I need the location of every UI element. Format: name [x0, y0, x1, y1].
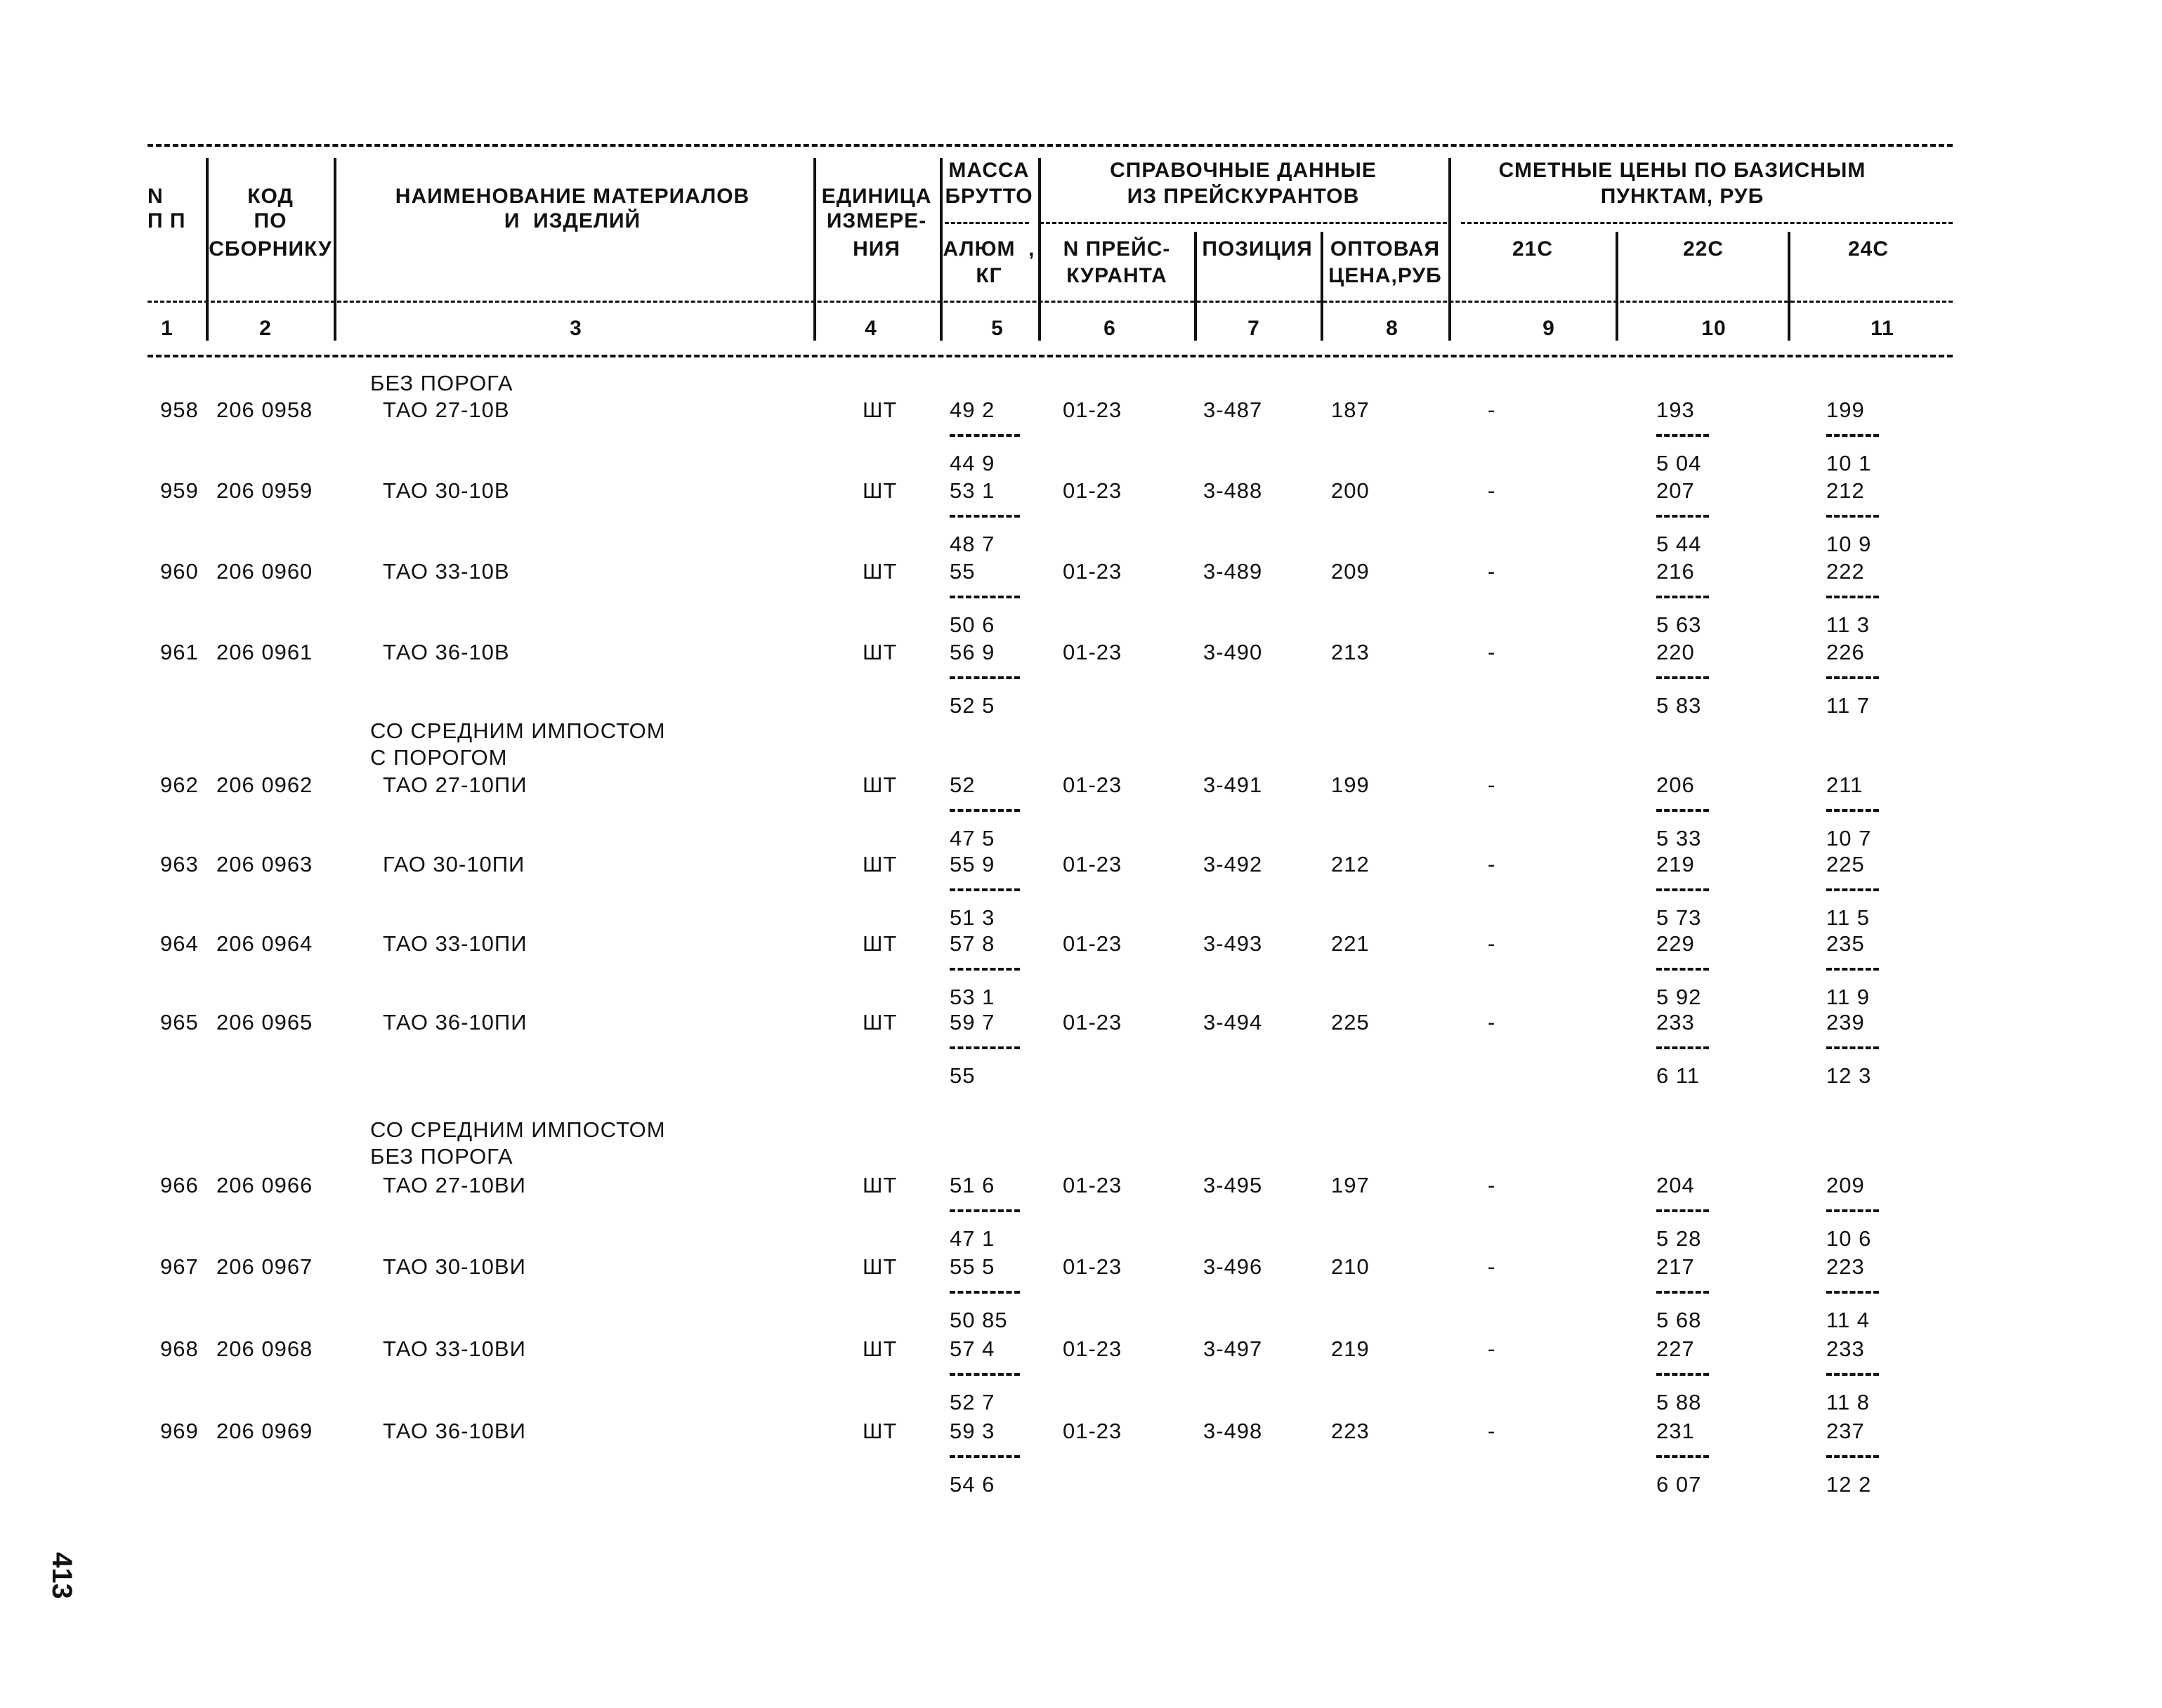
header-c3-line2: И ИЗДЕЛИЙ [504, 209, 641, 232]
row-code: 206 0969 [216, 1419, 313, 1443]
row-price-21c: - [1488, 640, 1496, 664]
price-24c-fraction-rule [1826, 676, 1879, 679]
row-mass: 57 4 [950, 1336, 995, 1361]
row-mass: 56 9 [950, 640, 995, 664]
page-number: 413 [46, 1552, 77, 1599]
row-price-21c: - [1488, 1419, 1496, 1443]
row-number: 964 [160, 931, 199, 956]
row-position: 3-497 [1203, 1336, 1263, 1361]
row-price-22c: 206 [1656, 773, 1695, 797]
header-c4-line2: ИЗМЕРЕ- [826, 209, 927, 232]
row-position: 3-492 [1203, 852, 1263, 876]
price-24c-fraction-rule [1826, 1046, 1879, 1049]
row-price-22c: 220 [1656, 640, 1695, 664]
mass-fraction-rule [950, 888, 1020, 891]
row-wholesale-price: 209 [1331, 559, 1370, 584]
row-price-22c-secondary: 6 11 [1656, 1063, 1701, 1088]
mass-fraction-rule [950, 515, 1020, 518]
row-code: 206 0958 [216, 398, 313, 422]
mass-fraction-rule [950, 1291, 1020, 1294]
row-price-22c-secondary: 5 33 [1656, 826, 1702, 850]
header-c8-line2: ЦЕНА,РУБ [1328, 264, 1442, 287]
row-price-24c-secondary: 10 6 [1826, 1226, 1872, 1251]
price-24c-fraction-rule [1826, 1209, 1879, 1212]
row-unit: ШТ [863, 1010, 898, 1034]
row-price-21c: - [1488, 1254, 1496, 1279]
row-price-21c: - [1488, 852, 1496, 876]
row-mass-secondary: 47 5 [950, 826, 995, 850]
price-22c-fraction-rule [1656, 888, 1709, 891]
row-position: 3-489 [1203, 559, 1263, 584]
col-number: 1 [161, 317, 173, 340]
row-price-22c-secondary: 5 83 [1656, 693, 1702, 718]
row-mass: 51 6 [950, 1173, 995, 1197]
mass-fraction-rule [950, 1455, 1020, 1458]
col-separator [940, 158, 943, 341]
header-ref-group-line1: СПРАВОЧНЫЕ ДАННЫЕ [1110, 159, 1377, 182]
row-mass-secondary: 55 [950, 1063, 976, 1088]
row-unit: ШТ [863, 852, 898, 876]
row-price-22c: 216 [1656, 559, 1695, 584]
row-pricelist: 01-23 [1063, 559, 1122, 584]
header-ref-group-line2: ИЗ ПРЕЙСКУРАНТОВ [1127, 185, 1360, 208]
price-22c-fraction-rule [1656, 1455, 1709, 1458]
row-position: 3-487 [1203, 398, 1263, 422]
row-pricelist: 01-23 [1063, 478, 1122, 503]
price-group-rule [1461, 222, 1953, 224]
row-pricelist: 01-23 [1063, 1419, 1122, 1443]
row-price-24c-secondary: 11 5 [1826, 905, 1871, 930]
col-number: 7 [1247, 317, 1260, 340]
row-number: 960 [160, 559, 199, 584]
row-price-22c: 217 [1656, 1254, 1695, 1279]
row-price-24c-secondary: 11 9 [1826, 985, 1871, 1009]
row-mass: 57 8 [950, 931, 995, 956]
row-mass: 59 7 [950, 1010, 995, 1034]
header-top-rule [148, 144, 1953, 147]
row-number: 961 [160, 640, 199, 664]
col-separator [1038, 158, 1041, 341]
row-pricelist: 01-23 [1063, 852, 1122, 876]
section-label: С ПОРОГОМ [370, 745, 508, 770]
col-separator [1788, 232, 1790, 341]
mass-fraction-rule [950, 1046, 1020, 1049]
col-separator [1321, 232, 1323, 341]
row-position: 3-498 [1203, 1419, 1263, 1443]
row-price-24c-secondary: 12 2 [1826, 1472, 1872, 1497]
row-code: 206 0964 [216, 931, 313, 956]
row-name: ТАО 27-10В [383, 398, 510, 422]
row-price-24c-secondary: 11 7 [1826, 693, 1871, 718]
row-code: 206 0962 [216, 773, 313, 797]
row-price-24c: 199 [1826, 398, 1865, 422]
row-price-24c: 233 [1826, 1336, 1865, 1361]
row-wholesale-price: 187 [1331, 398, 1370, 422]
row-name: ТАО 27-10ВИ [383, 1173, 526, 1197]
row-code: 206 0963 [216, 852, 313, 876]
row-pricelist: 01-23 [1063, 931, 1122, 956]
row-wholesale-price: 221 [1331, 931, 1370, 956]
price-22c-fraction-rule [1656, 676, 1709, 679]
row-position: 3-493 [1203, 931, 1263, 956]
row-pricelist: 01-23 [1063, 1010, 1122, 1034]
row-price-22c: 204 [1656, 1173, 1695, 1197]
ref-group-rule [1040, 222, 1447, 224]
row-price-24c: 212 [1826, 478, 1865, 503]
header-c1-line1: N [148, 185, 164, 208]
row-unit: ШТ [863, 1419, 898, 1443]
mass-group-rule [945, 222, 1029, 224]
row-mass-secondary: 52 7 [950, 1390, 995, 1414]
price-24c-fraction-rule [1826, 1291, 1879, 1294]
row-price-22c: 231 [1656, 1419, 1695, 1443]
col-number: 6 [1103, 317, 1116, 340]
row-name: ГАО 30-10ПИ [383, 852, 525, 876]
row-mass-secondary: 50 85 [950, 1308, 1008, 1332]
header-c8-line1: ОПТОВАЯ [1330, 237, 1441, 261]
row-mass-secondary: 52 5 [950, 693, 995, 718]
row-price-22c-secondary: 5 63 [1656, 612, 1702, 637]
price-24c-fraction-rule [1826, 1455, 1879, 1458]
mass-fraction-rule [950, 809, 1020, 812]
row-code: 206 0968 [216, 1336, 313, 1361]
row-wholesale-price: 210 [1331, 1254, 1370, 1279]
col-number: 5 [991, 317, 1004, 340]
row-mass: 52 [950, 773, 976, 797]
row-pricelist: 01-23 [1063, 398, 1122, 422]
row-mass-secondary: 50 6 [950, 612, 995, 637]
row-name: ТАО 36-10ВИ [383, 1419, 526, 1443]
col-number: 3 [570, 317, 582, 340]
row-code: 206 0966 [216, 1173, 313, 1197]
header-c2-line1: КОД [247, 185, 294, 208]
row-price-24c-secondary: 11 4 [1826, 1308, 1871, 1332]
row-mass: 59 3 [950, 1419, 995, 1443]
row-price-21c: - [1488, 478, 1496, 503]
row-wholesale-price: 219 [1331, 1336, 1370, 1361]
row-pricelist: 01-23 [1063, 640, 1122, 664]
row-mass-secondary: 54 6 [950, 1472, 995, 1497]
col-number: 9 [1542, 317, 1555, 340]
row-price-21c: - [1488, 1336, 1496, 1361]
row-number: 967 [160, 1254, 199, 1279]
header-c1-line2: П П [148, 209, 186, 232]
row-price-22c-secondary: 5 73 [1656, 905, 1702, 930]
row-price-24c: 239 [1826, 1010, 1865, 1034]
row-mass-secondary: 53 1 [950, 985, 995, 1009]
row-price-22c-secondary: 5 68 [1656, 1308, 1702, 1332]
row-name: ТАО 30-10ВИ [383, 1254, 526, 1279]
row-price-21c: - [1488, 559, 1496, 584]
row-price-22c-secondary: 6 07 [1656, 1472, 1702, 1497]
row-code: 206 0960 [216, 559, 313, 584]
price-22c-fraction-rule [1656, 809, 1709, 812]
section-label: СО СРЕДНИМ ИМПОСТОМ [370, 1117, 666, 1142]
row-unit: ШТ [863, 1336, 898, 1361]
row-price-22c-secondary: 5 92 [1656, 985, 1702, 1009]
price-22c-fraction-rule [1656, 968, 1709, 971]
header-c2-line3: СБОРНИКУ [209, 237, 332, 261]
row-price-24c: 222 [1826, 559, 1865, 584]
row-price-22c-secondary: 5 88 [1656, 1390, 1702, 1414]
row-price-22c: 193 [1656, 398, 1695, 422]
header-c10: 22С [1682, 237, 1724, 261]
col-separator [1194, 232, 1197, 341]
section-label: БЕЗ ПОРОГА [370, 1144, 513, 1169]
mass-fraction-rule [950, 596, 1020, 598]
mass-fraction-rule [950, 434, 1020, 437]
row-mass: 55 [950, 559, 976, 584]
col-separator [1616, 232, 1618, 341]
header-c5-top1: МАССА [948, 159, 1030, 182]
price-24c-fraction-rule [1826, 968, 1879, 971]
row-wholesale-price: 223 [1331, 1419, 1370, 1443]
row-unit: ШТ [863, 931, 898, 956]
row-code: 206 0961 [216, 640, 313, 664]
row-unit: ШТ [863, 640, 898, 664]
section-label: БЕЗ ПОРОГА [370, 371, 513, 395]
row-price-22c: 233 [1656, 1010, 1695, 1034]
row-price-22c: 227 [1656, 1336, 1695, 1361]
header-price-group-line2: ПУНКТАМ, РУБ [1600, 185, 1764, 208]
row-price-24c-secondary: 10 1 [1826, 451, 1872, 475]
row-pricelist: 01-23 [1063, 1173, 1122, 1197]
col-separator [1448, 158, 1451, 341]
col-number: 2 [259, 317, 272, 340]
row-name: ТАО 33-10ПИ [383, 931, 528, 956]
row-code: 206 0967 [216, 1254, 313, 1279]
price-22c-fraction-rule [1656, 434, 1709, 437]
price-22c-fraction-rule [1656, 1373, 1709, 1376]
row-pricelist: 01-23 [1063, 773, 1122, 797]
row-number: 969 [160, 1419, 199, 1443]
row-pricelist: 01-23 [1063, 1254, 1122, 1279]
header-price-group-line1: СМЕТНЫЕ ЦЕНЫ ПО БАЗИСНЫМ [1498, 159, 1866, 182]
row-price-22c: 207 [1656, 478, 1695, 503]
price-22c-fraction-rule [1656, 515, 1709, 518]
header-c4-line3: НИЯ [853, 237, 900, 261]
header-c9: 21С [1512, 237, 1554, 261]
row-price-24c: 211 [1826, 773, 1863, 797]
price-24c-fraction-rule [1826, 888, 1879, 891]
row-price-22c-secondary: 5 28 [1656, 1226, 1702, 1251]
row-mass: 55 5 [950, 1254, 995, 1279]
price-22c-fraction-rule [1656, 1291, 1709, 1294]
row-unit: ШТ [863, 398, 898, 422]
row-mass-secondary: 51 3 [950, 905, 995, 930]
row-wholesale-price: 199 [1331, 773, 1370, 797]
row-price-24c-secondary: 10 9 [1826, 532, 1872, 556]
row-position: 3-496 [1203, 1254, 1263, 1279]
header-c6-line2: КУРАНТА [1066, 264, 1167, 287]
mass-fraction-rule [950, 676, 1020, 679]
section-label: СО СРЕДНИМ ИМПОСТОМ [370, 718, 666, 743]
row-price-21c: - [1488, 1010, 1496, 1034]
price-24c-fraction-rule [1826, 434, 1879, 437]
row-price-21c: - [1488, 773, 1496, 797]
row-unit: ШТ [863, 559, 898, 584]
row-wholesale-price: 212 [1331, 852, 1370, 876]
row-mass: 53 1 [950, 478, 995, 503]
row-position: 3-494 [1203, 1010, 1263, 1034]
row-price-21c: - [1488, 931, 1496, 956]
row-mass: 55 9 [950, 852, 995, 876]
row-mass-secondary: 48 7 [950, 532, 995, 556]
mass-fraction-rule [950, 1209, 1020, 1212]
row-price-24c: 226 [1826, 640, 1865, 664]
row-unit: ШТ [863, 773, 898, 797]
row-number: 962 [160, 773, 199, 797]
row-price-24c: 225 [1826, 852, 1865, 876]
row-name: ТАО 33-10В [383, 559, 510, 584]
row-price-22c: 229 [1656, 931, 1695, 956]
row-price-22c-secondary: 5 44 [1656, 532, 1702, 556]
col-number: 10 [1701, 317, 1727, 340]
price-24c-fraction-rule [1826, 1373, 1879, 1376]
row-price-24c-secondary: 11 3 [1826, 612, 1871, 637]
price-22c-fraction-rule [1656, 1209, 1709, 1212]
row-number: 959 [160, 478, 199, 503]
row-price-24c: 235 [1826, 931, 1865, 956]
row-price-22c-secondary: 5 04 [1656, 451, 1702, 475]
row-mass-secondary: 47 1 [950, 1226, 995, 1251]
row-code: 206 0965 [216, 1010, 313, 1034]
row-number: 958 [160, 398, 199, 422]
row-name: ТАО 30-10В [383, 478, 510, 503]
row-price-22c: 219 [1656, 852, 1695, 876]
row-position: 3-490 [1203, 640, 1263, 664]
header-c7: ПОЗИЦИЯ [1202, 237, 1313, 261]
row-price-24c: 237 [1826, 1419, 1865, 1443]
row-number: 968 [160, 1336, 199, 1361]
row-unit: ШТ [863, 478, 898, 503]
row-pricelist: 01-23 [1063, 1336, 1122, 1361]
row-price-24c-secondary: 12 3 [1826, 1063, 1872, 1088]
row-unit: ШТ [863, 1254, 898, 1279]
row-mass: 49 2 [950, 398, 995, 422]
header-sub-rule [148, 301, 1953, 303]
row-mass-secondary: 44 9 [950, 451, 995, 475]
header-c6-line1: N ПРЕЙС- [1063, 237, 1171, 261]
col-number: 4 [865, 317, 877, 340]
price-24c-fraction-rule [1826, 809, 1879, 812]
row-wholesale-price: 225 [1331, 1010, 1370, 1034]
row-price-21c: - [1488, 398, 1496, 422]
row-code: 206 0959 [216, 478, 313, 503]
header-c5-bot1: АЛЮМ , [943, 237, 1035, 261]
row-wholesale-price: 200 [1331, 478, 1370, 503]
header-bottom-rule [148, 355, 1953, 357]
header-c11: 24С [1847, 237, 1889, 261]
mass-fraction-rule [950, 968, 1020, 971]
row-price-24c-secondary: 11 8 [1826, 1390, 1871, 1414]
price-22c-fraction-rule [1656, 1046, 1709, 1049]
row-number: 965 [160, 1010, 199, 1034]
row-wholesale-price: 213 [1331, 640, 1370, 664]
row-number: 963 [160, 852, 199, 876]
row-name: ТАО 36-10ПИ [383, 1010, 528, 1034]
price-24c-fraction-rule [1826, 515, 1879, 518]
header-c5-bot2: КГ [976, 264, 1002, 287]
row-price-24c: 209 [1826, 1173, 1865, 1197]
row-position: 3-495 [1203, 1173, 1263, 1197]
row-name: ТАО 36-10В [383, 640, 510, 664]
header-c2-line2: ПО [254, 209, 287, 232]
row-name: ТАО 33-10ВИ [383, 1336, 526, 1361]
row-price-24c-secondary: 10 7 [1826, 826, 1872, 850]
row-price-21c: - [1488, 1173, 1496, 1197]
col-separator [334, 158, 336, 341]
row-position: 3-488 [1203, 478, 1263, 503]
col-separator [813, 158, 816, 341]
row-number: 966 [160, 1173, 199, 1197]
row-position: 3-491 [1203, 773, 1263, 797]
price-24c-fraction-rule [1826, 596, 1879, 598]
header-c4-line1: ЕДИНИЦА [821, 185, 932, 208]
header-c3-line1: НАИМЕНОВАНИЕ МАТЕРИАЛОВ [395, 185, 750, 208]
row-price-24c: 223 [1826, 1254, 1865, 1279]
price-22c-fraction-rule [1656, 596, 1709, 598]
col-number: 8 [1386, 317, 1398, 340]
row-wholesale-price: 197 [1331, 1173, 1370, 1197]
col-number: 11 [1871, 317, 1894, 340]
row-name: ТАО 27-10ПИ [383, 773, 528, 797]
header-c5-top2: БРУТТО [945, 185, 1033, 208]
row-unit: ШТ [863, 1173, 898, 1197]
mass-fraction-rule [950, 1373, 1020, 1376]
